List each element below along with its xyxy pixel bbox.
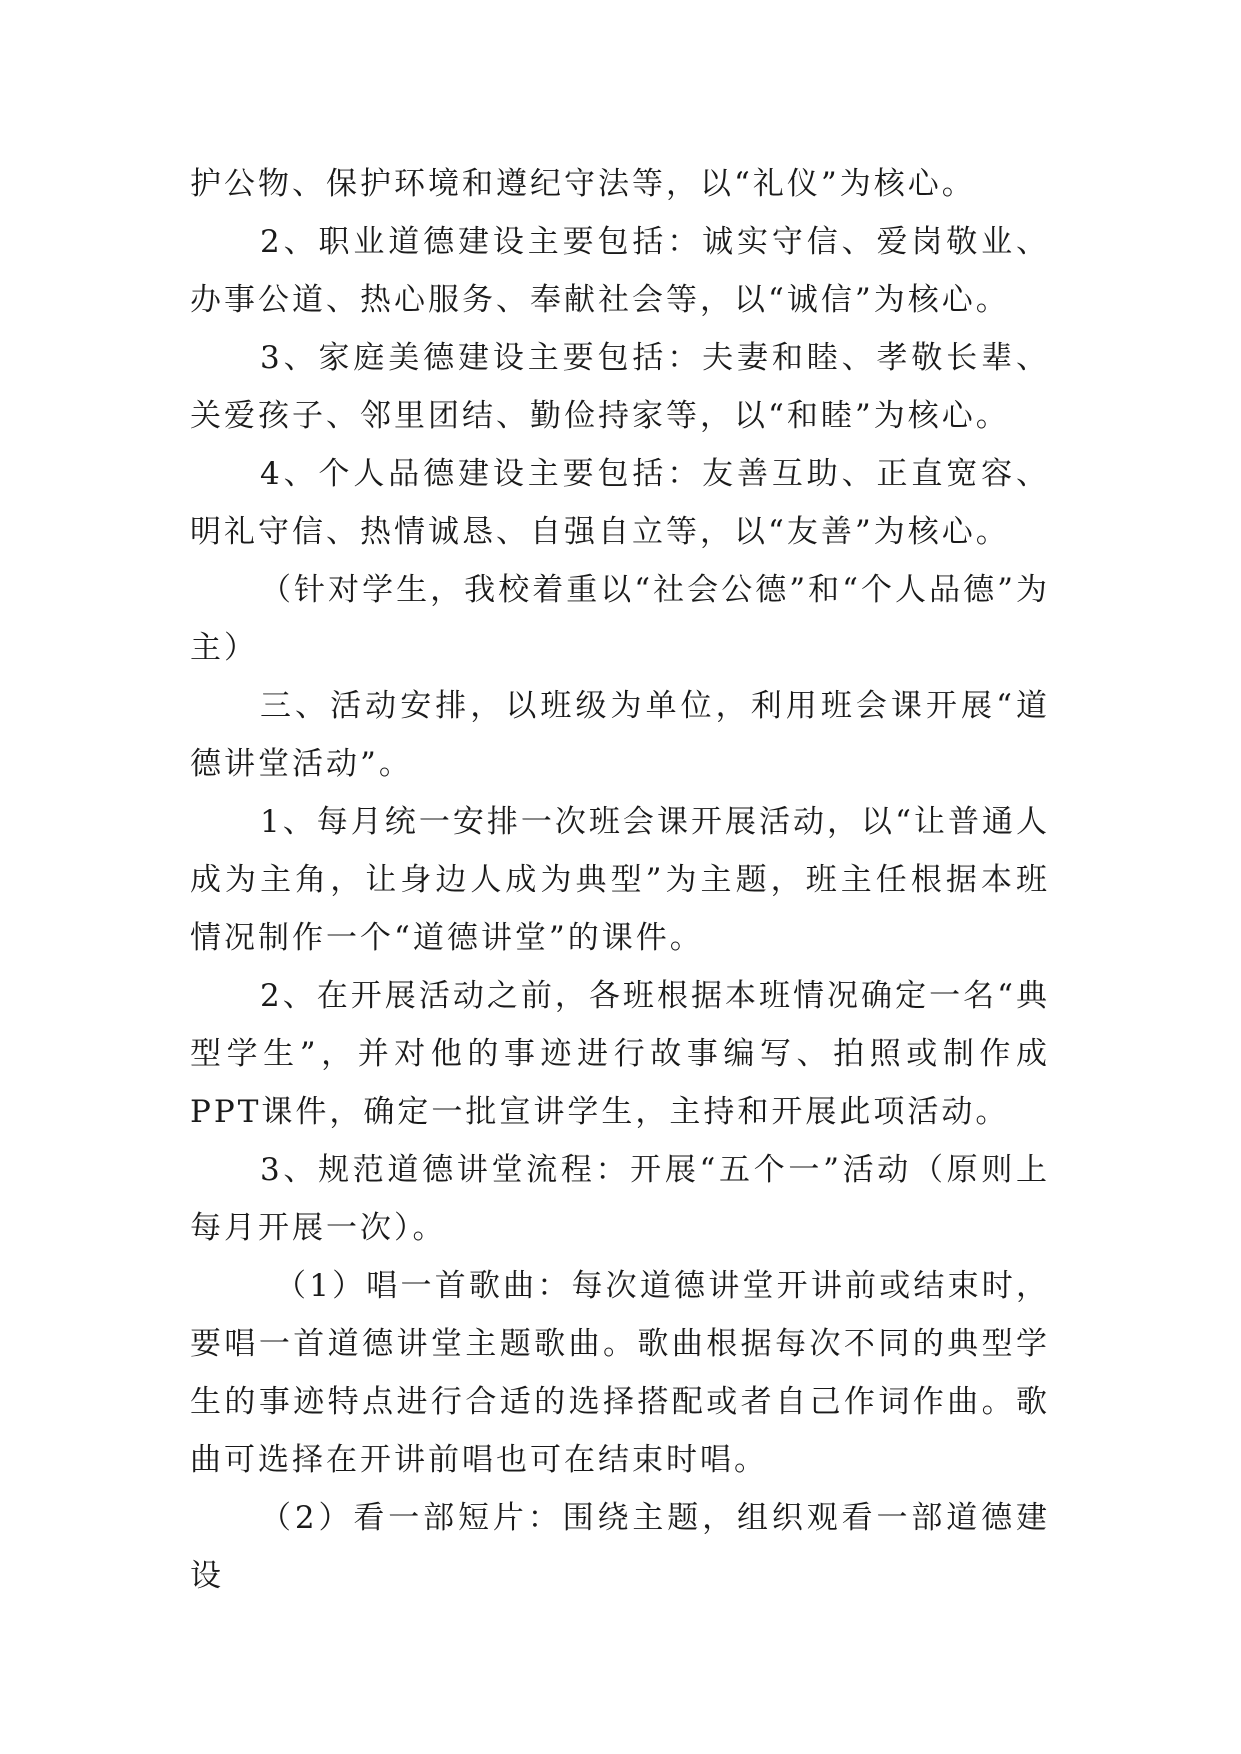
paragraph-typical-student: 2、在开展活动之前，各班根据本班情况确定一名“典型学生”，并对他的事迹进行故事编写、拍照或制作成PPT课件，确定一批宣讲学生，主持和开展此项活动。 [190,978,1050,1130]
paragraph-sing-song: （1）唱一首歌曲：每次道德讲堂开讲前或结束时，要唱一首道德讲堂主题歌曲。歌曲根据每次不同的典型学生的事迹特点进行合适的选择搭配或者自己作词作曲。歌曲可选择在开讲前唱也可在结束时唱。 [190,1268,1050,1478]
paragraph-monthly-class-meeting: 1、每月统一安排一次班会课开展活动，以“让普通人成为主角，让身边人成为典型”为主题，班主任根据本班情况制作一个“道德讲堂”的课件。 [190,804,1050,956]
paragraph-lecture-process: 3、规范道德讲堂流程：开展“五个一”活动（原则上每月开展一次）。 [190,1152,1050,1246]
paragraph-family-virtues: 3、家庭美德建设主要包括：夫妻和睦、孝敬长辈、关爱孩子、邻里团结、勤俭持家等，以“和睦”为核心。 [190,340,1050,434]
paragraph-continuation: 护公物、保护环境和遵纪守法等，以“礼仪”为核心。 [190,166,976,202]
section-heading-activity-arrangement: 三、活动安排，以班级为单位，利用班会课开展“道德讲堂活动”。 [190,688,1050,782]
paragraph-professional-ethics: 2、职业道德建设主要包括：诚实守信、爱岗敬业、办事公道、热心服务、奉献社会等，以“诚信”为核心。 [190,224,1050,318]
document-body [190,155,1050,1605]
paragraph-personal-morality: 4、个人品德建设主要包括：友善互助、正直宽容、明礼守信、热情诚恳、自强自立等，以“友善”为核心。 [190,456,1050,550]
paragraph-watch-film: （2）看一部短片：围绕主题，组织观看一部道德建设 [190,1500,1050,1594]
paragraph-student-focus-note: （针对学生，我校着重以“社会公德”和“个人品德”为主） [190,572,1050,666]
